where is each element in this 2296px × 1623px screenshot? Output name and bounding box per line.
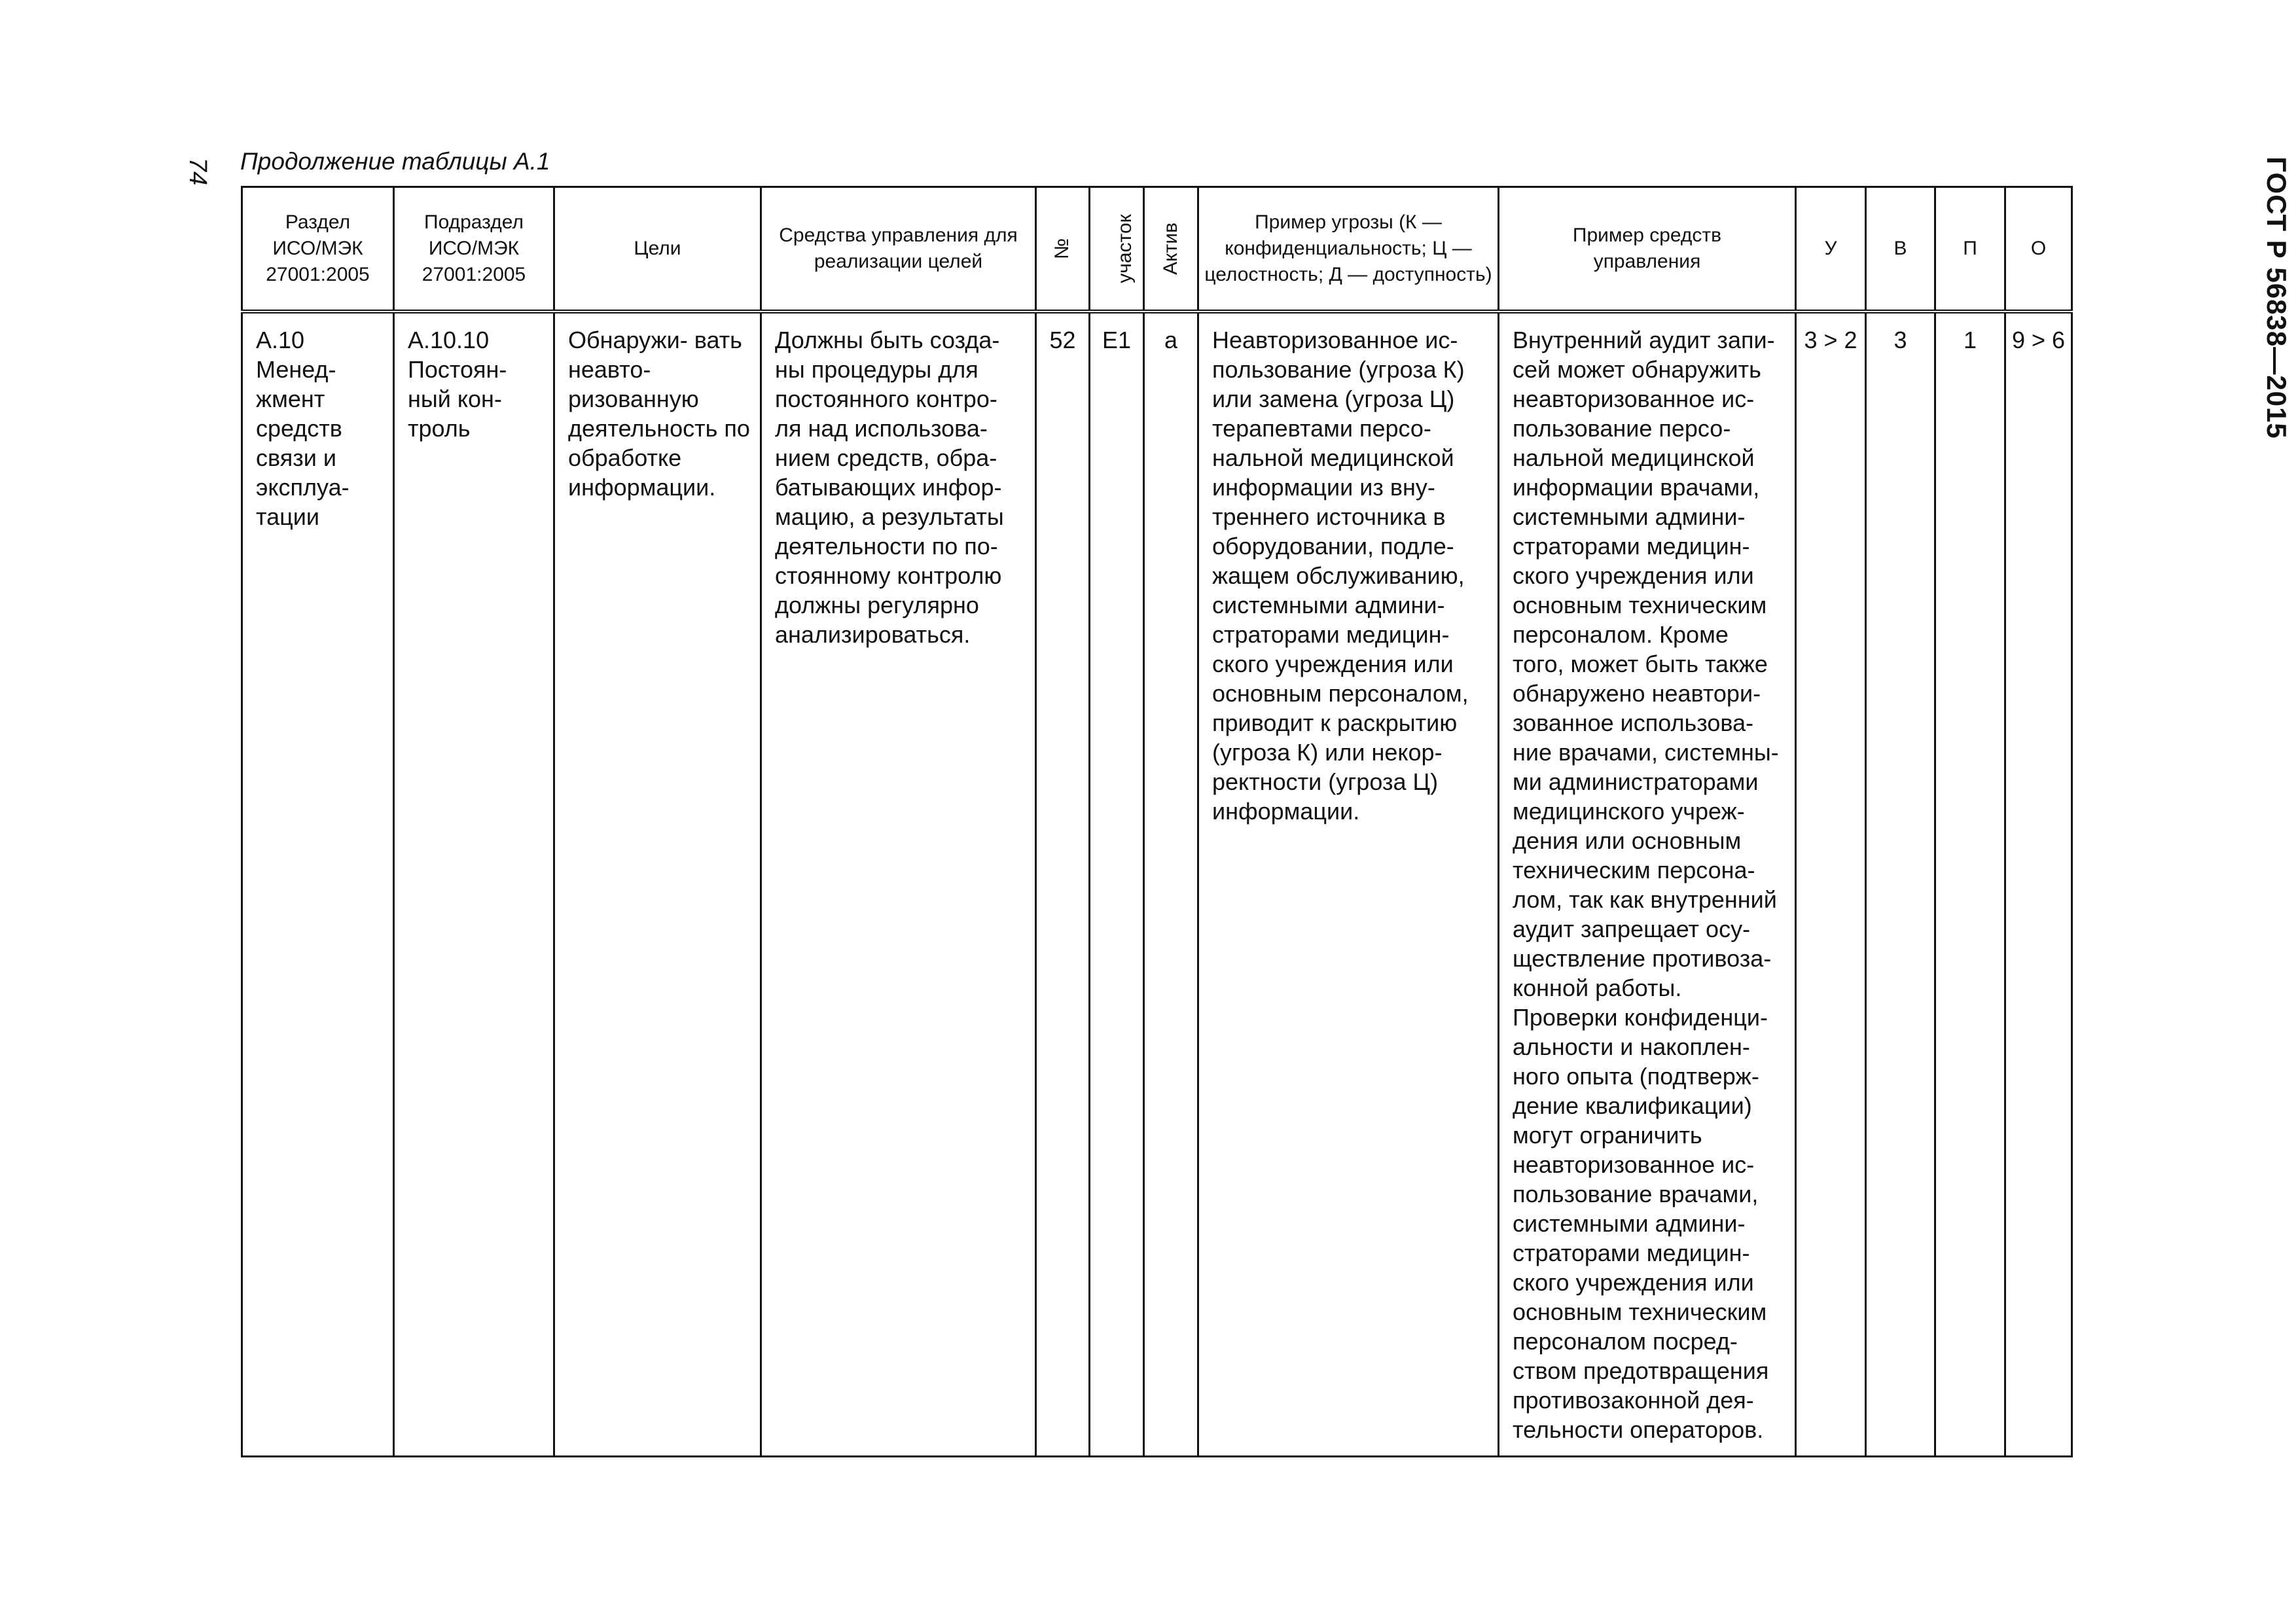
header-p: П: [1935, 187, 2005, 312]
cell-section: А.10 Менед- жмент средств связи и эксплуа- тации: [242, 312, 394, 1457]
header-u: У: [1796, 187, 1866, 312]
table-row: [242, 312, 2072, 1457]
header-control-example: Пример средств управления: [1499, 187, 1796, 312]
table-caption: Продолжение таблицы А.1: [240, 148, 550, 175]
header-threat: Пример угрозы (К — конфиденциальность; Ц — целостность; Д — доступность): [1198, 187, 1499, 312]
header-controls: Средства управления для реализации целей: [761, 187, 1036, 312]
table-header-row: [242, 187, 2072, 312]
cell-controls: Должны быть созда- ны процедуры для постоянного контро- ля над использова- нием средств, обра- батывающих инфор- мацию, а результаты деятельности по по- стоянному контролю должны регулярно анализироваться.: [761, 312, 1036, 1457]
header-number: №: [1036, 187, 1090, 312]
cell-p: 1: [1935, 312, 2005, 1457]
cell-number: 52: [1036, 312, 1090, 1457]
standard-code: ГОСТ Р 56838—2015: [2261, 156, 2292, 439]
cell-goals: Обнаружи- вать неавто- ризованную деятельность по обработке информации.: [554, 312, 761, 1457]
control-table: [241, 186, 2073, 1457]
cell-asset: а: [1144, 312, 1198, 1457]
cell-v: 3: [1866, 312, 1935, 1457]
cell-site: Е1: [1090, 312, 1144, 1457]
header-asset: Актив: [1144, 187, 1198, 312]
header-goals: Цели: [554, 187, 761, 312]
header-v: В: [1866, 187, 1935, 312]
cell-control-example: Внутренний аудит запи- сей может обнаружить неавторизованное ис- пользование персо- нальной медицинской информации врачами, системными админи- страторами медицин- ского учреждения или основным техническим персоналом. Кроме того, может быть также обнаружено неавтори- зованное использова- ние врачами, системны- ми администраторами медицинского учреж- дения или основным техническим персона- лом, так как внутренний аудит запрещает осу- ществление противоза- конной работы. Проверки конфиденци- альности и накоплен- ного опыта (подтверж- дение квалификации) могут ограничить неавторизованное ис- пользование врачами, системными админи- страторами медицин- ского учреждения или основным техническим персоналом посред- ством предотвращения противозаконной дея- тельности операторов.: [1499, 312, 1796, 1457]
cell-threat: Неавторизованное ис- пользование (угроза К) или замена (угроза Ц) терапевтами персо- нальной медицинской информации из вну- треннего источника в оборудовании, подле- жащем обслуживанию, системными админи- страторами медицин- ского учреждения или основным персоналом, приводит к раскрытию (угроза К) или некор- ректности (угроза Ц) информации.: [1198, 312, 1499, 1457]
header-subsection: Подраздел ИСО/МЭК 27001:2005: [394, 187, 554, 312]
header-section: Раздел ИСО/МЭК 27001:2005: [242, 187, 394, 312]
cell-subsection: А.10.10 Постоян- ный кон- троль: [394, 312, 554, 1457]
header-site: участок: [1090, 187, 1144, 312]
cell-u: 3 > 2: [1796, 312, 1866, 1457]
cell-o: 9 > 6: [2005, 312, 2072, 1457]
page-number: 74: [184, 157, 212, 186]
header-o: О: [2005, 187, 2072, 312]
